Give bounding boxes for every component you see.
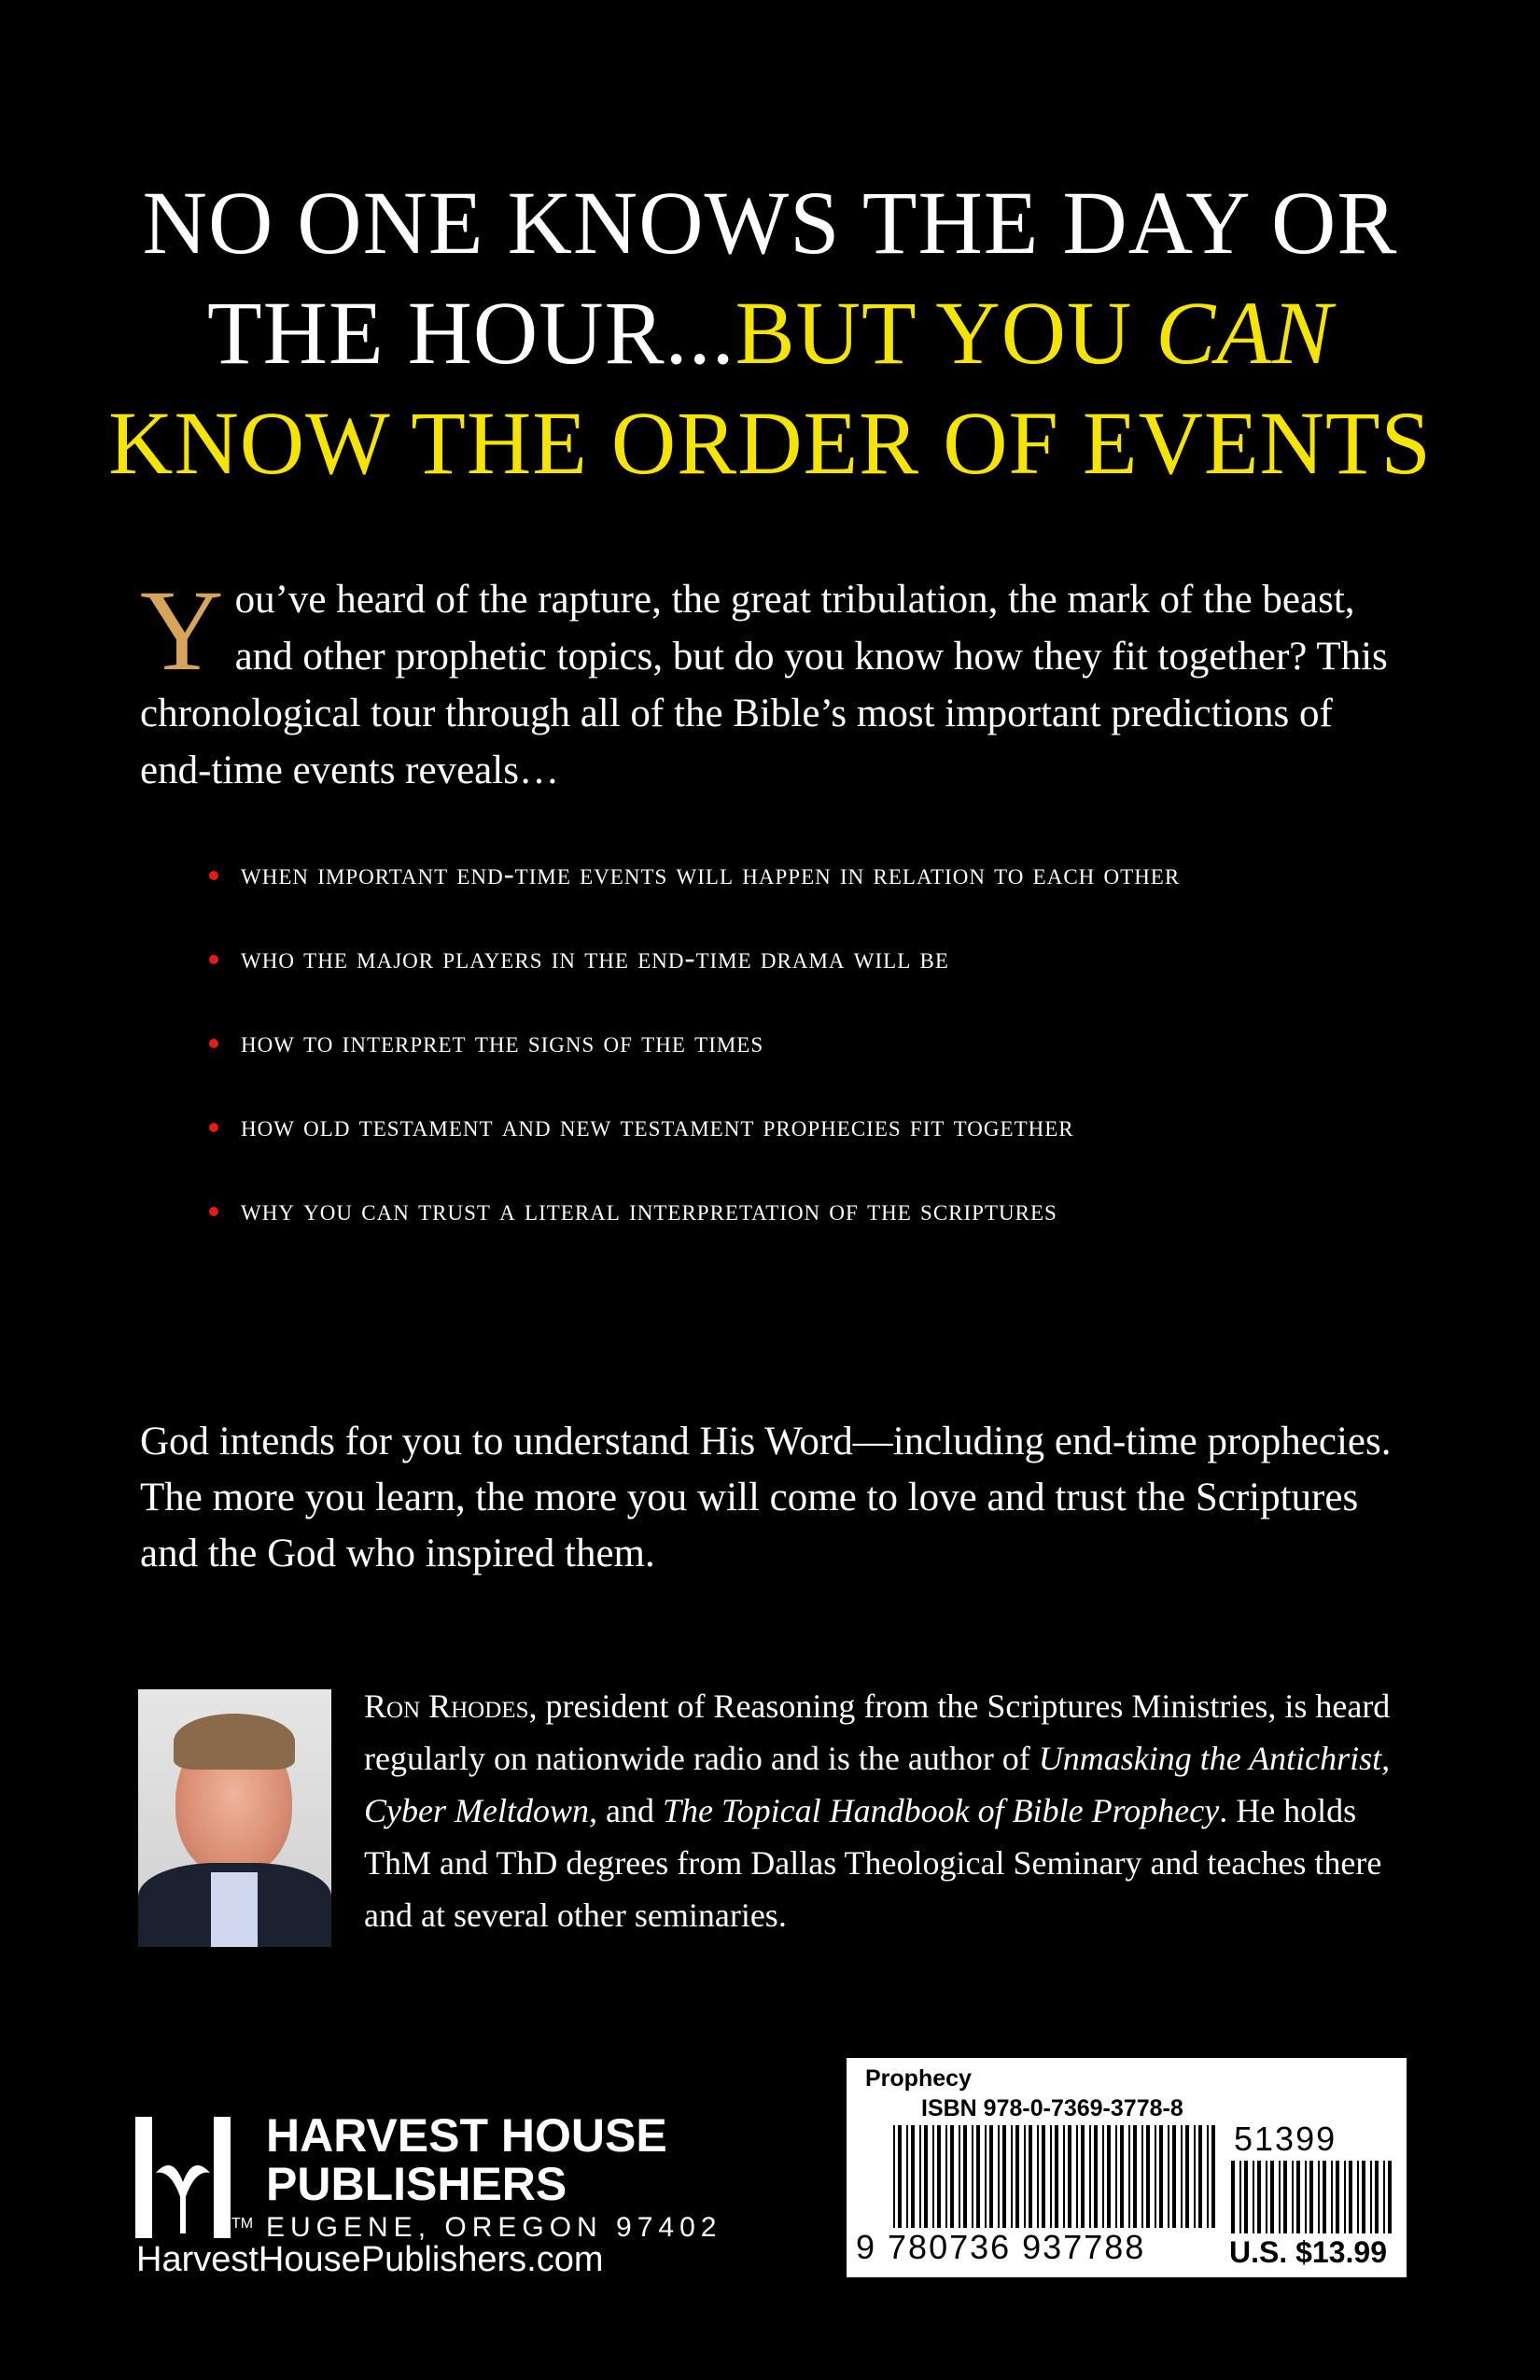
intro-paragraph (140, 567, 1409, 799)
author-shirt (211, 1872, 258, 1947)
feature-list (205, 851, 1419, 1271)
author-bio (364, 1680, 1414, 1941)
publisher-line-1: HARVEST HOUSE (266, 2109, 667, 2162)
publisher-city: EUGENE, OREGON 97402 (266, 2212, 722, 2243)
barcode-digits: 9 780736 937788 (856, 2228, 1146, 2266)
barcode-isbn: ISBN 978-0-7369-3778-8 (921, 2095, 1183, 2121)
author-hair (174, 1714, 295, 1770)
headline-line-1: NO ONE KNOWS THE DAY OR (142, 173, 1398, 273)
feature-item: when important end-time events will happen in relation to each other (205, 851, 1419, 898)
headline-line-2 (0, 278, 1540, 388)
barcode-addon: 51399 (1234, 2120, 1337, 2158)
author-name: Ron Rhodes (364, 1687, 529, 1725)
feature-item: how old testament and new testament prophecies fit together (205, 1103, 1419, 1150)
headline-line-3: KNOW THE ORDER OF EVENTS (108, 393, 1432, 493)
bio-book-1: Unmasking the Antichrist, Cyber Meltdown, (364, 1740, 1391, 1829)
headline-white-part: THE HOUR... (206, 283, 735, 383)
headline-yellow-part: BUT YOU (735, 283, 1156, 383)
intro-text: ou’ve heard of the rapture, the great tribulation, the mark of the beast, and other prophetic topics, but do you know how they fit together? This chronological tour through all of the Bible’s most important predictions of end-time events reveals… (140, 578, 1388, 792)
feature-item: who the major players in the end-time drama will be (205, 935, 1419, 982)
publisher-website: HarvestHousePublishers.com (136, 2240, 604, 2279)
publisher-line-2: PUBLISHERS (266, 2158, 567, 2210)
headline (0, 168, 1540, 498)
bio-text-3: . He holds ThM and ThD degrees from Dallas Theological Seminary and teaches there and at several other seminaries. (364, 1792, 1382, 1934)
barcode-label (847, 2058, 1407, 2277)
feature-item: why you can trust a literal interpretation of the scriptures (205, 1187, 1419, 1234)
author-photo (138, 1689, 331, 1947)
trademark-symbol: TM (231, 2216, 254, 2232)
publisher-logo-icon (135, 2117, 231, 2238)
bio-text-2: and (596, 1792, 663, 1829)
barcode-price: U.S. $13.99 (1229, 2235, 1387, 2269)
drop-cap: Y (140, 567, 224, 694)
publisher-name (266, 2111, 721, 2244)
closing-paragraph: God intends for you to understand His Word—including end-time prophecies. The more you learn, the more you will come to love and trust the Scriptures and the God who inspired them. (140, 1420, 1392, 1575)
bio-book-2: The Topical Handbook of Bible Prophecy (662, 1792, 1220, 1829)
feature-item: how to interpret the signs of the times (205, 1019, 1419, 1066)
barcode-category: Prophecy (865, 2065, 972, 2092)
headline-emphasis: CAN (1155, 283, 1333, 383)
bio-text-1: , president of Reasoning from the Scriptures Ministries, is heard regularly on nationwide radio and is the author of (364, 1687, 1391, 1777)
